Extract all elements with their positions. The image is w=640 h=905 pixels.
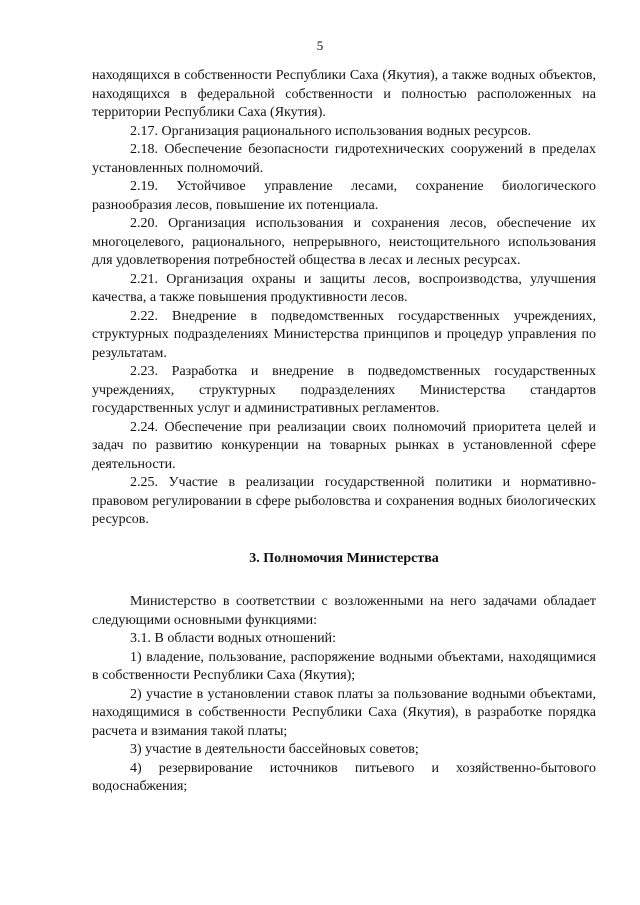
paragraph-2-18: 2.18. Обеспечение безопасности гидротехнических сооружений в пределах установленных полномочий. [92,142,596,176]
list-item-3: 3) участие в деятельности бассейновых советов; [130,742,419,757]
paragraph-2-22: 2.22. Внедрение в подведомственных государственных учреждениях, структурных подразделениях Министерства принципов и процедур управления по результатам. [92,308,596,361]
paragraph-2-19: 2.19. Устойчивое управление лесами, сохранение биологического разнообразия лесов, повышение их потенциала. [92,179,596,213]
document-body [92,67,596,797]
paragraph-continuation: находящихся в собственности Республики Саха (Якутия), а также водных объектов, находящихся в федеральной собственности и полностью расположенных на территории Республики Саха (Якутия). [92,68,596,120]
paragraph-2-23: 2.23. Разработка и внедрение в подведомственных государственных учреждениях, структурных подразделениях Министерства стандартов государственных услуг и административных регламентов. [92,364,596,416]
paragraph-2-24: 2.24. Обеспечение при реализации своих полномочий приоритета целей и задач по развитию конкуренции на товарных рынках в установленной сфере деятельности. [92,419,596,472]
paragraph-2-21: 2.21. Организация охраны и защиты лесов, воспроизводства, улучшения качества, а также повышения продуктивности лесов. [92,271,596,305]
list-item-2: 2) участие в установлении ставок платы за пользование водными объектами, находящимися в собственности Республики Саха (Якутия), в разработке порядка расчета и взимания такой платы; [92,686,596,739]
list-item-4: 4) резервирование источников питьевого и хозяйственно-бытового водоснабжения; [92,760,596,794]
paragraph-3-1: 3.1. В области водных отношений: [130,631,337,646]
page-number: 5 [316,38,324,53]
list-item-1: 1) владение, пользование, распоряжение водными объектами, находящимися в собственности Республики Саха (Якутия); [92,649,596,683]
paragraph-2-17: 2.17. Организация рационального использования водных ресурсов. [130,123,531,139]
paragraph-2-25: 2.25. Участие в реализации государственной политики и нормативно-правовом регулировании в сфере рыболовства и сохранения водных биологических ресурсов. [92,475,596,527]
section-heading: 3. Полномочия Министерства [249,550,439,566]
paragraph-intro: Министерство в соответствии с возложенными на него задачами обладает следующими основными функциями: [92,594,596,628]
paragraph-2-20: 2.20. Организация использования и сохранения лесов, обеспечение их многоцелевого, рационального, непрерывного, неистощительного использования для удовлетворения потребностей общества в лесах и лесных ресурсах. [92,216,596,268]
